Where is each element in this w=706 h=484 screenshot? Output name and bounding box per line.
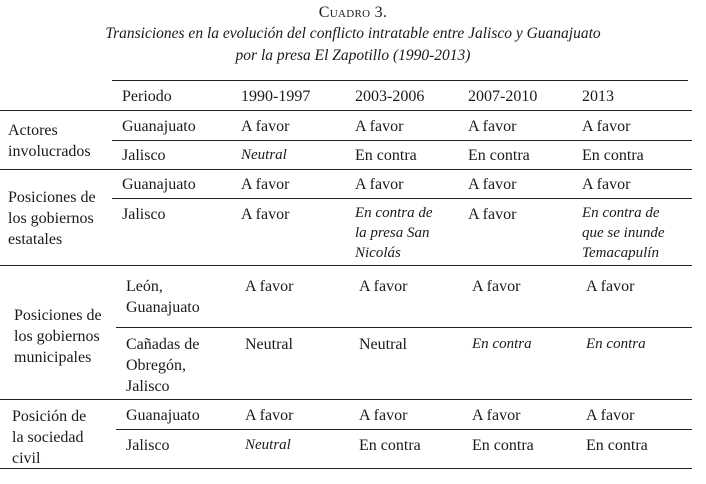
table-cell: A favor — [582, 118, 631, 135]
table-cell: A favor — [468, 118, 517, 135]
group-divider — [0, 265, 692, 266]
table-bottom-rule — [0, 468, 692, 469]
table-cell: A favor — [582, 176, 631, 193]
table-cell: A favor — [245, 278, 294, 295]
table-cell: A favor — [472, 278, 521, 295]
actor-cell: León, — [126, 278, 163, 295]
table-cell: Neutral — [245, 336, 293, 353]
table-cell: A favor — [359, 278, 408, 295]
table-cell: Neutral — [241, 147, 287, 163]
row-divider — [112, 198, 692, 199]
header-period-4: 2013 — [582, 88, 614, 105]
table-cell: En contra — [472, 437, 534, 454]
actor-cell: Jalisco — [122, 147, 166, 164]
group-divider — [0, 169, 692, 170]
row-divider — [116, 327, 692, 328]
table-caption-title-line-1: Transiciones en la evolución del conflicto intratable entre Jalisco y Guanajuato — [105, 25, 601, 42]
table-cell: A favor — [355, 176, 404, 193]
table-cell: Temacapulín — [582, 245, 659, 261]
table-cell: A favor — [468, 176, 517, 193]
group-label: la sociedad — [12, 429, 84, 446]
table-cell: En contra de — [582, 205, 660, 221]
table-cell: Nicolás — [355, 245, 401, 261]
actor-cell: Guanajuato — [126, 299, 200, 316]
group-label: estatales — [8, 231, 63, 248]
table-cell: En contra de — [355, 205, 433, 221]
header-periodo: Periodo — [122, 88, 172, 105]
group-label: los gobiernos — [14, 328, 100, 345]
table-cell: A favor — [472, 407, 521, 424]
actor-cell: Guanajuato — [126, 407, 200, 424]
actor-cell: Jalisco — [126, 378, 170, 395]
header-period-1: 1990-1997 — [241, 88, 311, 105]
table-cell: En contra — [586, 336, 646, 352]
group-label: involucrados — [8, 143, 91, 160]
header-period-2: 2003-2006 — [355, 88, 425, 105]
table-cell: que se inunde — [582, 225, 665, 241]
table-cell: En contra — [355, 147, 417, 164]
table-cell: la presa San — [355, 225, 430, 241]
group-label: Posiciones de — [14, 307, 102, 324]
table-caption-label: Cuadro 3. — [318, 4, 388, 21]
table-cell: En contra — [359, 437, 421, 454]
actor-cell: Jalisco — [126, 437, 170, 454]
group-label: Posición de — [12, 408, 87, 425]
table-cell: A favor — [241, 176, 290, 193]
group-label: Actores — [8, 122, 58, 139]
actor-cell: Cañadas de — [126, 336, 200, 353]
row-divider — [116, 429, 692, 430]
table-cell: A favor — [586, 407, 635, 424]
actor-cell: Jalisco — [122, 206, 166, 223]
table-cell: A favor — [241, 206, 290, 223]
table-cell: A favor — [359, 407, 408, 424]
table-cell: Neutral — [245, 437, 291, 453]
table-cell: A favor — [586, 278, 635, 295]
row-divider — [112, 140, 692, 141]
table-cell: En contra — [468, 147, 530, 164]
actor-cell: Obregón, — [126, 357, 186, 374]
table-cell: A favor — [355, 118, 404, 135]
group-label: municipales — [14, 349, 92, 366]
actor-cell: Guanajuato — [122, 118, 196, 135]
header-period-3: 2007-2010 — [468, 88, 538, 105]
table-cell: En contra — [472, 336, 532, 352]
group-label: Posiciones de — [8, 189, 96, 206]
table-top-rule — [112, 80, 688, 81]
table-cell: En contra — [586, 437, 648, 454]
group-label: civil — [12, 450, 41, 467]
table-cell: En contra — [582, 147, 644, 164]
actor-cell: Guanajuato — [122, 176, 196, 193]
header-bottom-rule — [0, 110, 692, 111]
table-cell: Neutral — [359, 336, 407, 353]
table-cell: A favor — [245, 407, 294, 424]
table-cell: A favor — [468, 206, 517, 223]
table-caption-title-line-2: por la presa El Zapotillo (1990-2013) — [235, 47, 471, 64]
group-label: los gobiernos — [8, 210, 94, 227]
table-cell: A favor — [241, 118, 290, 135]
group-divider — [0, 399, 692, 400]
